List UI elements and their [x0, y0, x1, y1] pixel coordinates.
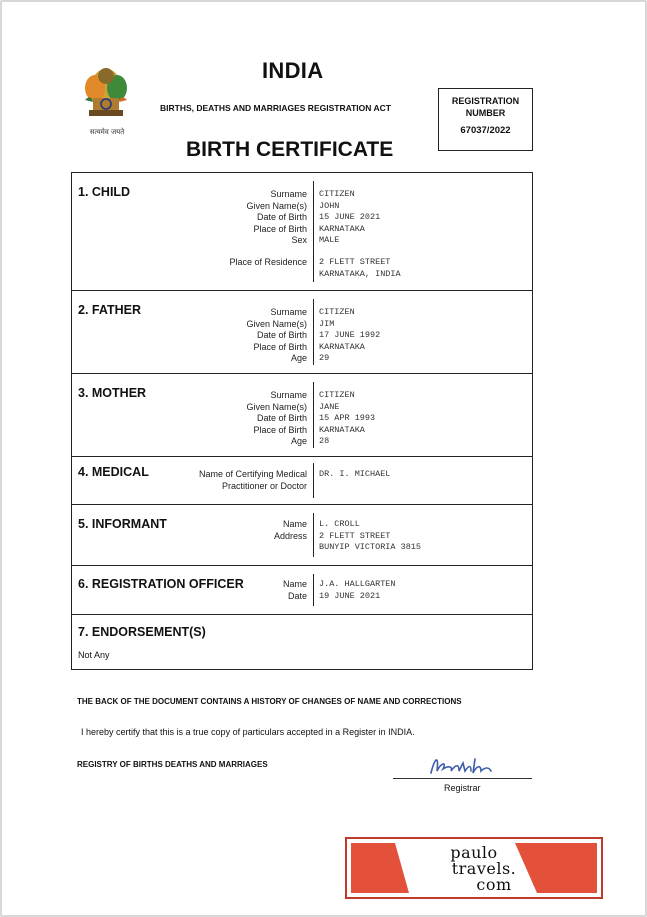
section-title: 3. MOTHER	[78, 386, 147, 400]
registrar-label: Registrar	[444, 783, 481, 793]
watermark-logo	[345, 837, 603, 899]
field-values: CITIZEN JOHN 15 JUNE 2021 KARNATAKA MALE 2 FLETT STREET KARNATAKA, INDIA	[319, 189, 401, 279]
registry-name: REGISTRY OF BIRTHS DEATHS AND MARRIAGES	[77, 760, 268, 769]
section-title: 2. FATHER	[78, 303, 141, 317]
certificate-table	[71, 172, 533, 670]
section-title: 1. CHILD	[78, 185, 131, 199]
registrar-signature	[425, 753, 505, 779]
section-title: 6. REGISTRATION OFFICER	[78, 577, 244, 591]
field-labels: Surname Given Name(s) Date of Birth Place of Birth Age	[246, 390, 307, 447]
field-values: CITIZEN JANE 15 APR 1993 KARNATAKA 28	[319, 390, 376, 447]
emblem-motto: सत्यमेव जयते	[89, 128, 125, 136]
watermark-line-2: travels.	[451, 859, 517, 878]
field-labels: Name Address	[273, 519, 307, 541]
certification-statement: I hereby certify that this is a true copy of particulars accepted in a Register in INDIA.	[81, 727, 415, 737]
section-endorsements	[72, 615, 532, 669]
field-labels: Name Date	[282, 579, 307, 601]
back-of-document-note: THE BACK OF THE DOCUMENT CONTAINS A HISTORY OF CHANGES OF NAME AND CORRECTIONS	[77, 697, 462, 706]
section-medical	[72, 457, 532, 504]
registration-number-box	[438, 88, 533, 151]
section-child	[72, 173, 532, 290]
section-informant	[72, 505, 532, 565]
section-mother	[72, 374, 532, 456]
watermark-line-3: com	[476, 875, 512, 894]
field-labels: Surname Given Name(s) Date of Birth Place of Birth Age	[246, 307, 307, 364]
watermark-line-1: paulo	[450, 843, 498, 862]
registration-label: REGISTRATION NUMBER	[451, 96, 520, 118]
field-values: L. CROLL 2 FLETT STREET BUNYIP VICTORIA 3815	[319, 519, 422, 553]
registration-number: 67037/2022	[460, 125, 511, 136]
field-values: DR. I. MICHAEL	[319, 469, 391, 479]
document-title: BIRTH CERTIFICATE	[186, 138, 394, 161]
section-title: 5. INFORMANT	[78, 517, 167, 531]
section-father	[72, 291, 532, 373]
section-registration-officer	[72, 566, 532, 614]
endorsement-value: Not Any	[78, 650, 110, 660]
section-title: 4. MEDICAL	[78, 465, 149, 479]
country-title: INDIA	[262, 58, 324, 83]
section-title: 7. ENDORSEMENT(S)	[78, 625, 206, 639]
field-labels: Name of Certifying Medical Practitioner or Doctor	[198, 469, 307, 491]
act-subtitle: BIRTHS, DEATHS AND MARRIAGES REGISTRATION ACT	[160, 103, 391, 113]
field-values: J.A. HALLGARTEN 19 JUNE 2021	[319, 579, 396, 601]
field-values: CITIZEN JIM 17 JUNE 1992 KARNATAKA 29	[319, 307, 381, 364]
field-labels: Surname Given Name(s) Date of Birth Place of Birth Sex Place of Residence	[229, 189, 307, 267]
signature-line	[393, 778, 532, 779]
